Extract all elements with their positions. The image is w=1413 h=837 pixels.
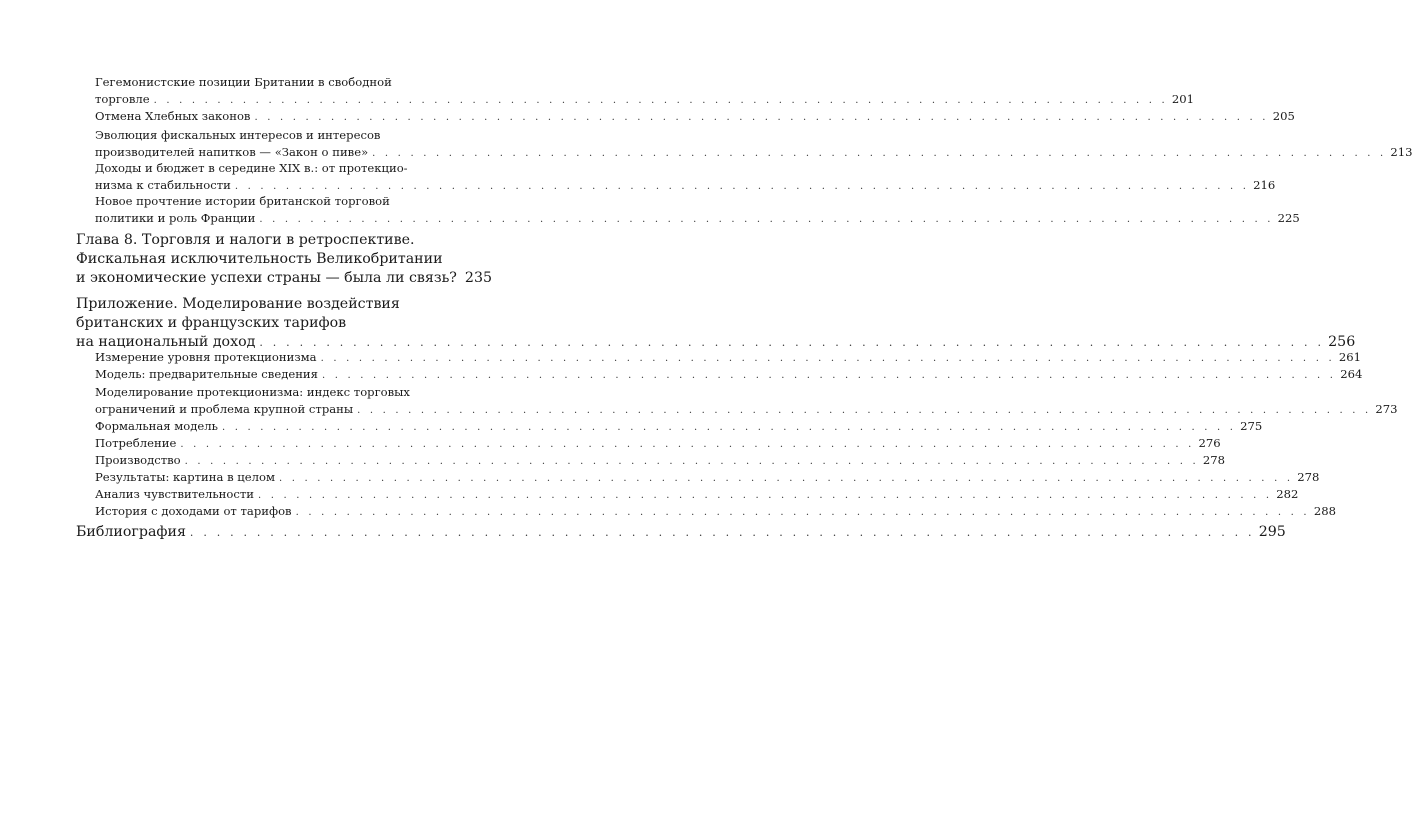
toc-page-number: 213 — [1390, 144, 1413, 159]
toc-entry-title: Производство — [95, 453, 181, 467]
toc-entry-line — [76, 250, 468, 269]
toc-entry-line — [95, 160, 461, 177]
dot-leader: . . . . . . . . . . . . . . . . . . . . . . . . . . . . . . . . . . . . . . . . . . . . . . . . . . . . . . . . . . . . . . . . . . . . . . . . . . . . . . . . — [320, 353, 1335, 364]
toc-page-number: 225 — [1277, 210, 1300, 225]
toc-entry-title: Новое прочтение истории британской торговой — [95, 194, 390, 208]
toc-entry-title: торговле — [95, 91, 150, 106]
toc-entry-line — [76, 269, 493, 288]
toc-entry-line — [76, 523, 1286, 542]
toc-entry-line — [95, 418, 1263, 437]
toc-page-number: 264 — [1340, 367, 1363, 381]
toc-entry-title: Результаты: картина в целом — [95, 470, 275, 484]
toc-chapter-entry — [76, 231, 493, 289]
dot-leader: . . . . . . . . . . . . . . . . . . . . . . . . . . . . . . . . . . . . . . . . . . . . . . . . . . . . . . . . . . . . . . . . . . . . . . . . . . . . . . . . — [153, 94, 1168, 106]
toc-entry-line — [95, 366, 1363, 385]
dot-leader: . . . . . . . . . . . . . . . . . . . . . . . . . . . . . . . . . . . . . . . . . . . . . . . . . . . . . . . . . . . . . . . . . . . . . . . . . . . . . . . . — [189, 526, 1255, 539]
toc-entry-line — [95, 108, 1295, 127]
dot-leader: . . . . . . . . . . . . . . . . . . . . . . . . . . . . . . . . . . . . . . . . . . . . . . . . . . . . . . . . . . . . . . . . . . . . . . . . . . . . . . . . — [234, 180, 1250, 192]
dot-leader: . . . . . . . . . . . . . . . . . . . . . . . . . . . . . . . . . . . . . . . . . . . . . . . . . . . . . . . . . . . . . . . . . . . . . . . . . . . . . . . . — [357, 404, 1372, 416]
dot-leader: . . . . . . . . . . . . . . . . . . . . . . . . . . . . . . . . . . . . . . . . . . . . . . . . . . . . . . . . . . . . . . . . . . . . . . . . . . . . . . . . — [259, 336, 1325, 350]
toc-page-number: 278 — [1202, 453, 1225, 467]
toc-entry-title: и экономические успехи страны — была ли связь? — [76, 270, 457, 287]
toc-entry-title: Доходы и бюджет в середине XIX в.: от протекцио- — [95, 161, 408, 175]
toc-section-entry — [95, 349, 1361, 368]
toc-section-entry — [95, 503, 1336, 522]
toc-page-number: 216 — [1253, 177, 1276, 192]
toc-entry-title: Библиография — [76, 524, 186, 540]
dot-leader: . . . . . . . . . . . . . . . . . . . . . . . . . . . . . . . . . . . . . . . . . . . . . . . . . . . . . . . . . . . . . . . . . . . . . . . . . . . . . . . . — [372, 147, 1387, 159]
toc-section-entry — [95, 486, 1299, 505]
toc-entry-title: Анализ чувствительности — [95, 487, 254, 501]
toc-entry-line — [95, 401, 1398, 420]
toc-section-entry — [95, 108, 1295, 127]
dot-leader: . . . . . . . . . . . . . . . . . . . . . . . . . . . . . . . . . . . . . . . . . . . . . . . . . . . . . . . . . . . . . . . . . . . . . . . . . . . . . . . . — [321, 370, 1337, 381]
dot-leader: . . . . . . . . . . . . . . . . . . . . . . . . . . . . . . . . . . . . . . . . . . . . . . . . . . . . . . . . . . . . . . . . . . . . . . . . . . . . . . . . — [254, 112, 1269, 123]
toc-section-entry — [95, 418, 1263, 437]
toc-section-entry — [95, 127, 1413, 163]
dot-leader: . . . . . . . . . . . . . . . . . . . . . . . . . . . . . . . . . . . . . . . . . . . . . . . . . . . . . . . . . . . . . . . . . . . . . . . . . . . . . . . . — [221, 422, 1237, 433]
toc-entry-title: Формальная модель — [95, 419, 218, 433]
toc-entry-line — [95, 349, 1361, 368]
toc-entry-line — [95, 193, 461, 210]
toc-entry-line — [95, 503, 1336, 522]
toc-page-number: 235 — [464, 270, 493, 287]
toc-entry-title: низма к стабильности — [95, 177, 231, 192]
toc-page-number: 276 — [1198, 436, 1221, 450]
toc-entry-line — [95, 127, 461, 144]
toc-entry-title: История с доходами от тарифов — [95, 504, 292, 518]
toc-section-entry — [95, 160, 1276, 196]
toc-entry-line — [95, 435, 1221, 454]
toc-entry-line — [76, 231, 468, 250]
dot-leader: . . . . . . . . . . . . . . . . . . . . . . . . . . . . . . . . . . . . . . . . . . . . . . . . . . . . . . . . . . . . . . . . . . . . . . . . . . . . . . . . — [184, 456, 1199, 467]
toc-entry-title: Гегемонистские позиции Британии в свободной — [95, 75, 392, 89]
toc-section-entry — [95, 366, 1363, 385]
toc-page-number: 278 — [1297, 470, 1320, 484]
toc-entry-title: Глава 8. Торговля и налоги в ретроспективе. — [76, 232, 415, 248]
toc-entry-line — [95, 452, 1225, 471]
toc-page-number: 288 — [1313, 504, 1336, 518]
toc-section-entry — [95, 469, 1320, 488]
dot-leader: . . . . . . . . . . . . . . . . . . . . . . . . . . . . . . . . . . . . . . . . . . . . . . . . . . . . . . . . . . . . . . . . . . . . . . . . . . . . . . . . — [258, 490, 1273, 501]
toc-page-number: 275 — [1240, 419, 1263, 433]
dot-leader: . . . . . . . . . . . . . . . . . . . . . . . . . . . . . . . . . . . . . . . . . . . . . . . . . . . . . . . . . . . . . . . . . . . . . . . . . . . . . . . . — [180, 439, 1195, 450]
dot-leader: . . . . . . . . . . . . . . . . . . . . . . . . . . . . . . . . . . . . . . . . . . . . . . . . . . . . . . . . . . . . . . . . . . . . . . . . . . . . . . . . — [278, 473, 1294, 484]
toc-page-number: 261 — [1338, 350, 1361, 364]
toc-entry-title: Моделирование протекционизма: индекс торговых — [95, 385, 410, 399]
toc-section-entry — [95, 452, 1225, 471]
toc-section-entry — [95, 74, 1194, 110]
toc-entry-line — [95, 74, 461, 91]
toc-entry-title: британских и французских тарифов — [76, 315, 347, 332]
toc-entry-line — [95, 486, 1299, 505]
toc-entry-line — [76, 314, 468, 333]
toc-entry-title: Потребление — [95, 436, 177, 450]
toc-entry-title: политики и роль Франции — [95, 210, 256, 225]
toc-entry-line — [95, 469, 1320, 488]
toc-chapter-entry — [76, 295, 1356, 353]
toc-section-entry — [95, 435, 1221, 454]
toc-section-entry — [95, 193, 1300, 229]
toc-page-number: 256 — [1328, 334, 1356, 351]
toc-entry-title: ограничений и проблема крупной страны — [95, 401, 354, 416]
toc-page-number: 282 — [1276, 487, 1299, 501]
toc-entry-title: Фискальная исключительность Великобритании — [76, 251, 443, 268]
toc-entry-title: Приложение. Моделирование воздействия — [76, 296, 400, 312]
toc-page-number: 201 — [1171, 91, 1194, 106]
toc-entry-line — [76, 295, 468, 314]
toc-entry-line — [95, 210, 1300, 229]
toc-section-entry — [95, 384, 1398, 420]
dot-leader: . . . . . . . . . . . . . . . . . . . . . . . . . . . . . . . . . . . . . . . . . . . . . . . . . . . . . . . . . . . . . . . . . . . . . . . . . . . . . . . . — [259, 213, 1274, 225]
dot-leader: . . . . . . . . . . . . . . . . . . . . . . . . . . . . . . . . . . . . . . . . . . . . . . . . . . . . . . . . . . . . . . . . . . . . . . . . . . . . . . . . — [295, 507, 1310, 518]
toc-entry-title: на национальный доход — [76, 334, 256, 351]
toc-entry-title: Измерение уровня протекционизма — [95, 350, 317, 364]
toc-page-number: 295 — [1258, 524, 1286, 540]
toc-page-number: 273 — [1375, 401, 1398, 416]
toc-page-number: 205 — [1272, 109, 1295, 123]
toc-entry-title: Модель: предварительные сведения — [95, 367, 318, 381]
toc-chapter-entry — [76, 523, 1286, 542]
toc-entry-line — [95, 91, 1194, 110]
toc-entry-title: Эволюция фискальных интересов и интересов — [95, 128, 381, 142]
toc-entry-title: производителей напитков — «Закон о пиве» — [95, 144, 369, 159]
toc-entry-title: Отмена Хлебных законов — [95, 109, 251, 123]
toc-entry-line — [95, 384, 461, 401]
